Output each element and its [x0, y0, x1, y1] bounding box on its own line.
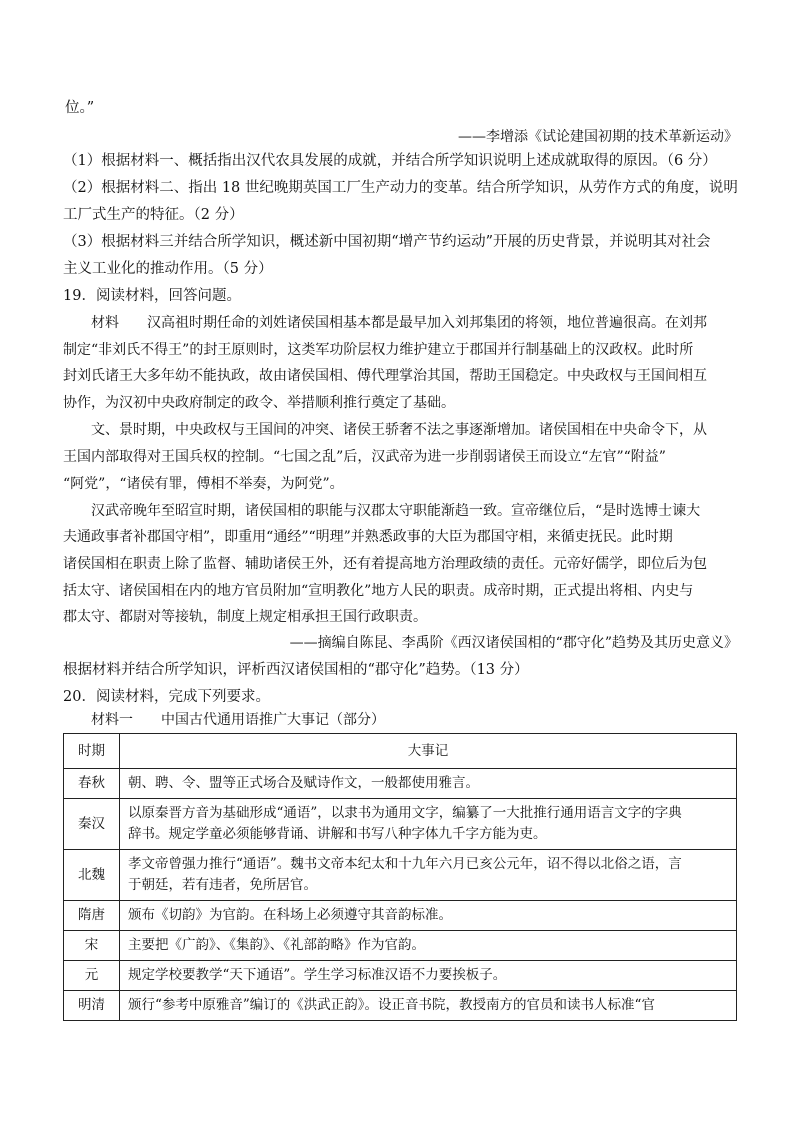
material-line: 诸侯国相在职责上除了监督、辅助诸侯王外，还有着提高地方治理政绩的责任。元帝好儒学，即位后为包: [63, 556, 707, 572]
table-row: [64, 769, 737, 799]
event-text: 朝、聘、令、盟等正式场合及赋诗作文，一般都使用雅言。: [128, 775, 479, 791]
question-19-heading: 19．阅读材料，回答问题。: [63, 288, 241, 304]
table-row: [64, 991, 737, 1021]
event-text: 以原秦晋方音为基础形成“通语”，以隶书为通用文字，编纂了一大批推行通用语言文字的字典: [128, 805, 682, 821]
event-text: 于朝廷，若有违者，免所居官。: [128, 877, 317, 893]
column-header-period: 时期: [64, 734, 120, 769]
event-text: 主要把《广韵》、《集韵》、《礼部韵略》作为官韵。: [128, 937, 425, 953]
event-cell: [120, 931, 737, 961]
question-18-part-2-cont: 工厂式生产的特征。（2 分）: [63, 207, 244, 223]
material-line: 郡太守、都尉对等接轨，制度上规定相承担王国行政职责。: [63, 609, 427, 625]
period-cell: 宋: [64, 931, 120, 961]
material-line: 文、景时期，中央政权与王国间的冲突、诸侯王骄奢不法之事逐渐增加。诸侯国相在中央命令下，从: [91, 422, 707, 438]
material-line: 括太守、诸侯国相在内的地方官员附加“宣明教化”地方人民的职责。成帝时期，正式提出将相、内史与: [63, 583, 694, 599]
event-cell: [120, 769, 737, 799]
question-18-part-3: （3）根据材料三并结合所学知识，概述新中国初期“增产节约运动”开展的历史背景，并说明其对社会: [63, 234, 711, 250]
event-cell: [120, 961, 737, 991]
material-line: 材料 汉高祖时期任命的刘姓诸侯国相基本都是最早加入刘邦集团的将领，地位普遍很高。在刘邦: [91, 315, 707, 331]
table-row: [64, 850, 737, 901]
table-header-row: [64, 734, 737, 769]
citation-line: ——李增添《试论建国初期的技术革新运动》: [458, 129, 738, 145]
material-fragment: 位。”: [65, 100, 95, 116]
material-line: “阿党”，“诸侯有罪，傅相不举奏，为阿党”。: [63, 476, 344, 492]
event-text: 颁行“参考中原雅音”编订的《洪武正韵》。设正音书院，教授南方的官员和读书人标准“官: [128, 997, 655, 1013]
table-row: [64, 931, 737, 961]
event-text: 孝文帝曾强力推行“通语”。魏书文帝本纪太和十九年六月已亥公元年，诏不得以北俗之语，言: [128, 856, 682, 872]
table-title: 材料一 中国古代通用语推广大事记（部分）: [91, 712, 385, 728]
period-cell: 元: [64, 961, 120, 991]
question-19-prompt: 根据材料并结合所学知识，评析西汉诸侯国相的“郡守化”趋势。（13 分）: [63, 662, 529, 678]
event-cell: [120, 799, 737, 850]
period-cell: 明清: [64, 991, 120, 1021]
material-line: 封刘氏诸王大多年幼不能执政，故由诸侯国相、傅代理掌治其国，帮助王国稳定。中央政权与王国间相互: [63, 368, 707, 384]
event-text: 辞书。规定学童必须能够背诵、讲解和书写八种字体九千字方能为吏。: [128, 826, 547, 842]
material-line: 汉武帝晚年至昭宣时期，诸侯国相的职能与汉郡太守职能渐趋一致。宣帝继位后，“是时选博士谏大: [91, 503, 701, 519]
period-cell: 北魏: [64, 850, 120, 901]
material-line: 协作，为汉初中央政府制定的政令、举措顺利推行奠定了基础。: [63, 395, 455, 411]
event-text: 规定学校要教学“天下通语”。学生学习标准汉语不力要挨板子。: [128, 967, 507, 983]
column-header-events: 大事记: [120, 734, 737, 769]
question-18-part-3-cont: 主义工业化的推动作用。（5 分）: [63, 261, 273, 277]
citation-line: ——摘编自陈昆、李禹阶《西汉诸侯国相的“郡守化”趋势及其历史意义》: [289, 635, 738, 651]
material-line: 夫通政事者补郡国守相”，即重用“通经”“明理”并熟悉政事的大臣为郡国守相，来循吏抚民。此时期: [63, 529, 673, 545]
table-row: [64, 901, 737, 931]
event-text: 颁布《切韵》为官韵。在科场上必须遵守其音韵标准。: [128, 907, 452, 923]
material-line: 王国内部取得对王国兵权的控制。“七国之乱”后，汉武帝为进一步削弱诸侯王而设立“左官”“附益”: [63, 449, 666, 465]
event-cell: [120, 850, 737, 901]
period-cell: 秦汉: [64, 799, 120, 850]
event-cell: [120, 991, 737, 1021]
question-18-part-1: （1）根据材料一、概括指出汉代农具发展的成就，并结合所学知识说明上述成就取得的原因。（6 分）: [63, 153, 717, 169]
event-cell: [120, 901, 737, 931]
events-table: [63, 733, 737, 1021]
question-20-heading: 20．阅读材料，完成下列要求。: [63, 689, 270, 705]
period-cell: 隋唐: [64, 901, 120, 931]
question-18-part-2: （2）根据材料二、指出 18 世纪晚期英国工厂生产动力的变革。结合所学知识，从劳作方式的角度，说明: [63, 180, 738, 196]
period-cell: 春秋: [64, 769, 120, 799]
material-line: 制定“非刘氏不得王”的封王原则时，这类军功阶层权力维护建立于郡国并行制基础上的汉政权。此时所: [63, 342, 694, 358]
table-row: [64, 961, 737, 991]
table-row: [64, 799, 737, 850]
